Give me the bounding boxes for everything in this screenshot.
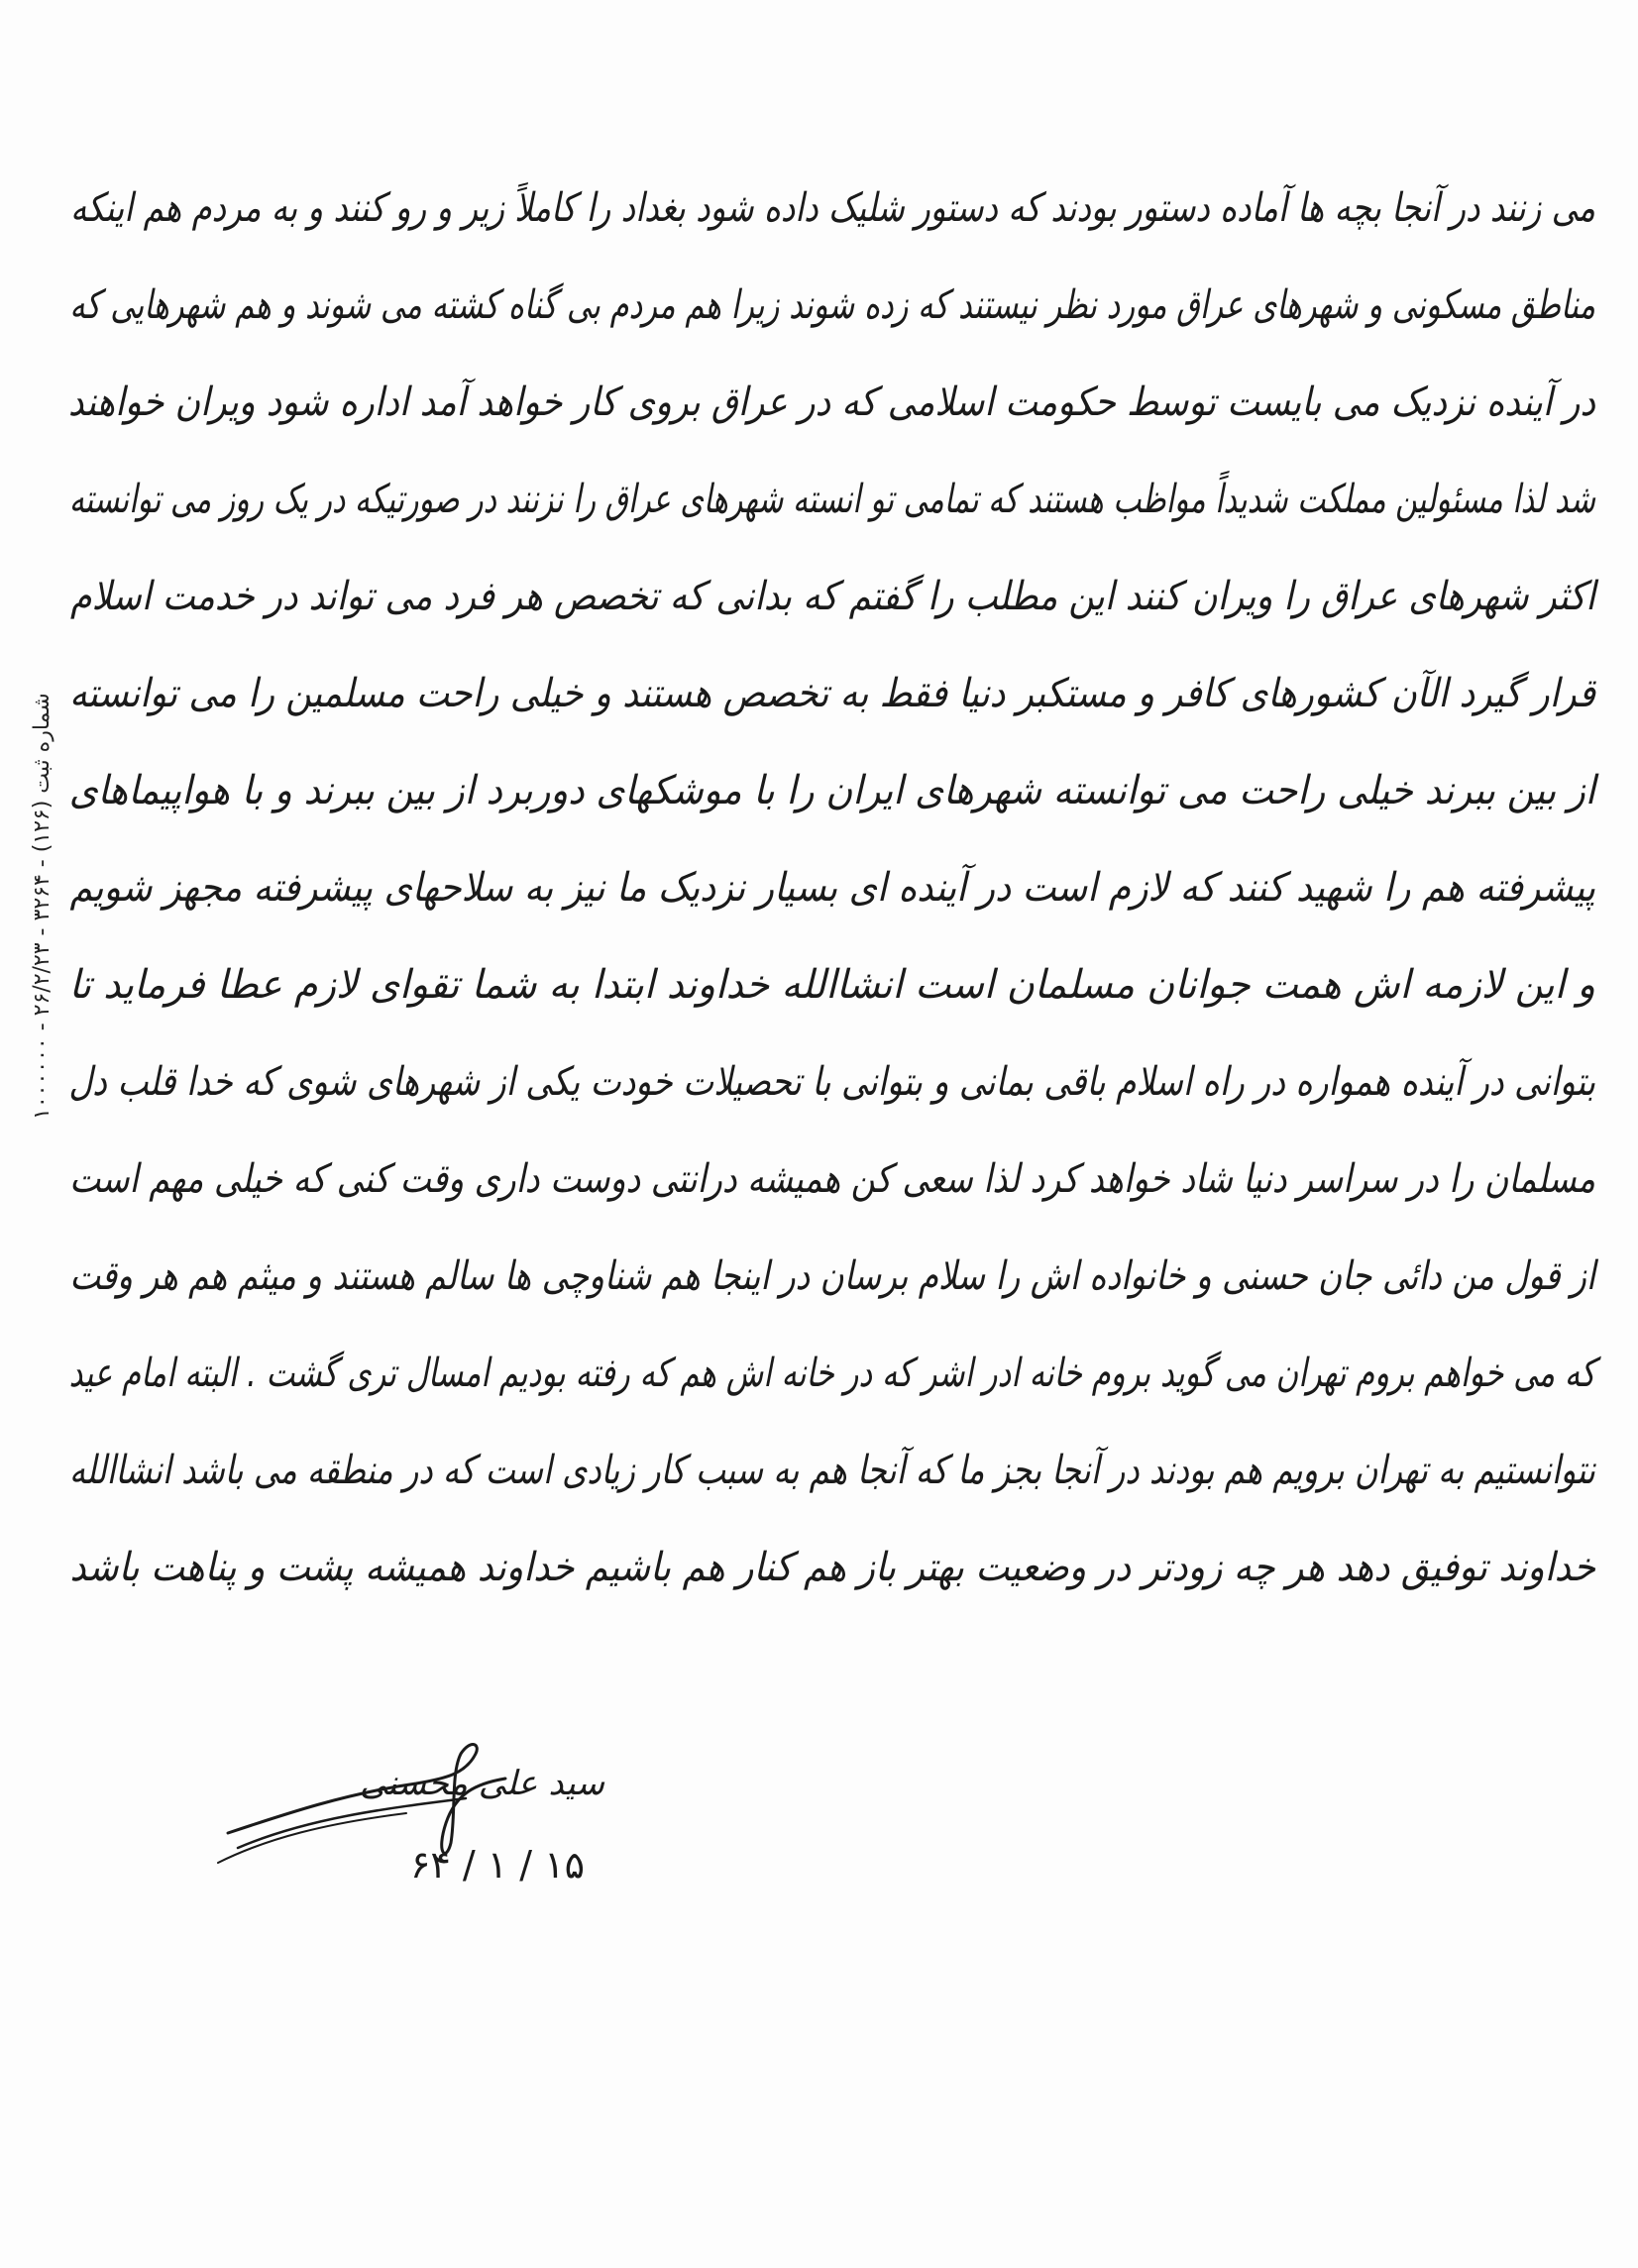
letter-line-1: می زنند در آنجا بچه ها آماده دستور بودند که دستور شلیک داده شود بغداد را کاملاً زیر و رو کنند و به مردم هم اینکه [70,185,1595,231]
letter-line-12: از قول من دائی جان حسنی و خانواده اش را سلام برسان در اینجا هم شناوچی ها سالم هستند و میثم هم هر وقت [69,1253,1596,1299]
signature-block [208,1724,624,1887]
letter-line-6: قرار گیرد الآن کشورهای کافر و مستکبر دنیا فقط به تخصص هستند و خیلی راحت مسلمین را می توانسته [69,671,1596,716]
signature-name: سید علی محسنی [359,1764,604,1803]
letter-line-9: و این لازمه اش همت جوانان مسلمان است انشاالله خداوند ابتدا به شما تقوای لازم عطا فرماید تا [68,962,1595,1008]
letter-body [67,185,1596,1590]
signature-date: ۱۵ / ۱ / ۶۴ [409,1843,585,1887]
letter-line-7: از بین ببرند خیلی راحت می توانسته شهرهای ایران را با موشکهای دوربرد از بین ببرند و با هواپیماهای [68,768,1596,813]
registration-number-note: شماره ثبت (۱۲۶) - ۳۲۶۴ - ۲۶/۲/۲۳ - ۱۰۰۰۰۰۰ [30,693,55,1120]
letter-line-4: شد لذا مسئولین مملکت شدیداً مواظب هستند که تمامی تو انسته شهرهای عراق را نزنند در صورتیکه در یک روز می توانسته [68,477,1596,522]
letter-line-10: بتوانی در آینده همواره در راه اسلام باقی بمانی و بتوانی با تحصیلات خودت یکی از شهرهای شوی که خدا قلب دل [68,1059,1596,1105]
letter-line-3: در آینده نزدیک می بایست توسط حکومت اسلامی که در عراق بروی کار خواهد آمد اداره شود ویران خواهند [67,379,1595,425]
letter-line-14: نتوانستیم به تهران برویم هم بودند در آنجا بجز ما که آنجا هم به سبب کار زیادی است که در منطقه می باشد انشاالله [68,1448,1595,1493]
letter-line-11: مسلمان را در سراسر دنیا شاد خواهد کرد لذا سعی کن همیشه درانتی دوست داری وقت کنی که خیلی مهم است [69,1156,1595,1202]
letter-line-2: مناطق مسکونی و شهرهای عراق مورد نظر نیستند که زده شوند زیرا هم مردم بی گناه کشته می شوند و هم شهرهایی که [69,282,1595,328]
letter-line-8: پیشرفته هم را شهید کنند که لازم است در آینده ای بسیار نزدیک ما نیز به سلاحهای پیشرفته مجهز شویم [69,865,1596,911]
letter-line-15: خداوند توفیق دهد هر چه زودتر در وضعیت بهتر باز هم کنار هم باشیم خداوند همیشه پشت و پناهت باشد [69,1545,1595,1590]
letter-line-13: که می خواهم بروم تهران می گوید بروم خانه ادر اشر که در خانه اش هم که رفته بودیم امسال تری گشت . البته امام عید [68,1350,1595,1396]
letter-line-5: اکثر شهرهای عراق را ویران کنند این مطلب را گفتم که بدانی که تخصص هر فرد می تواند در خدمت اسلام [69,574,1595,619]
